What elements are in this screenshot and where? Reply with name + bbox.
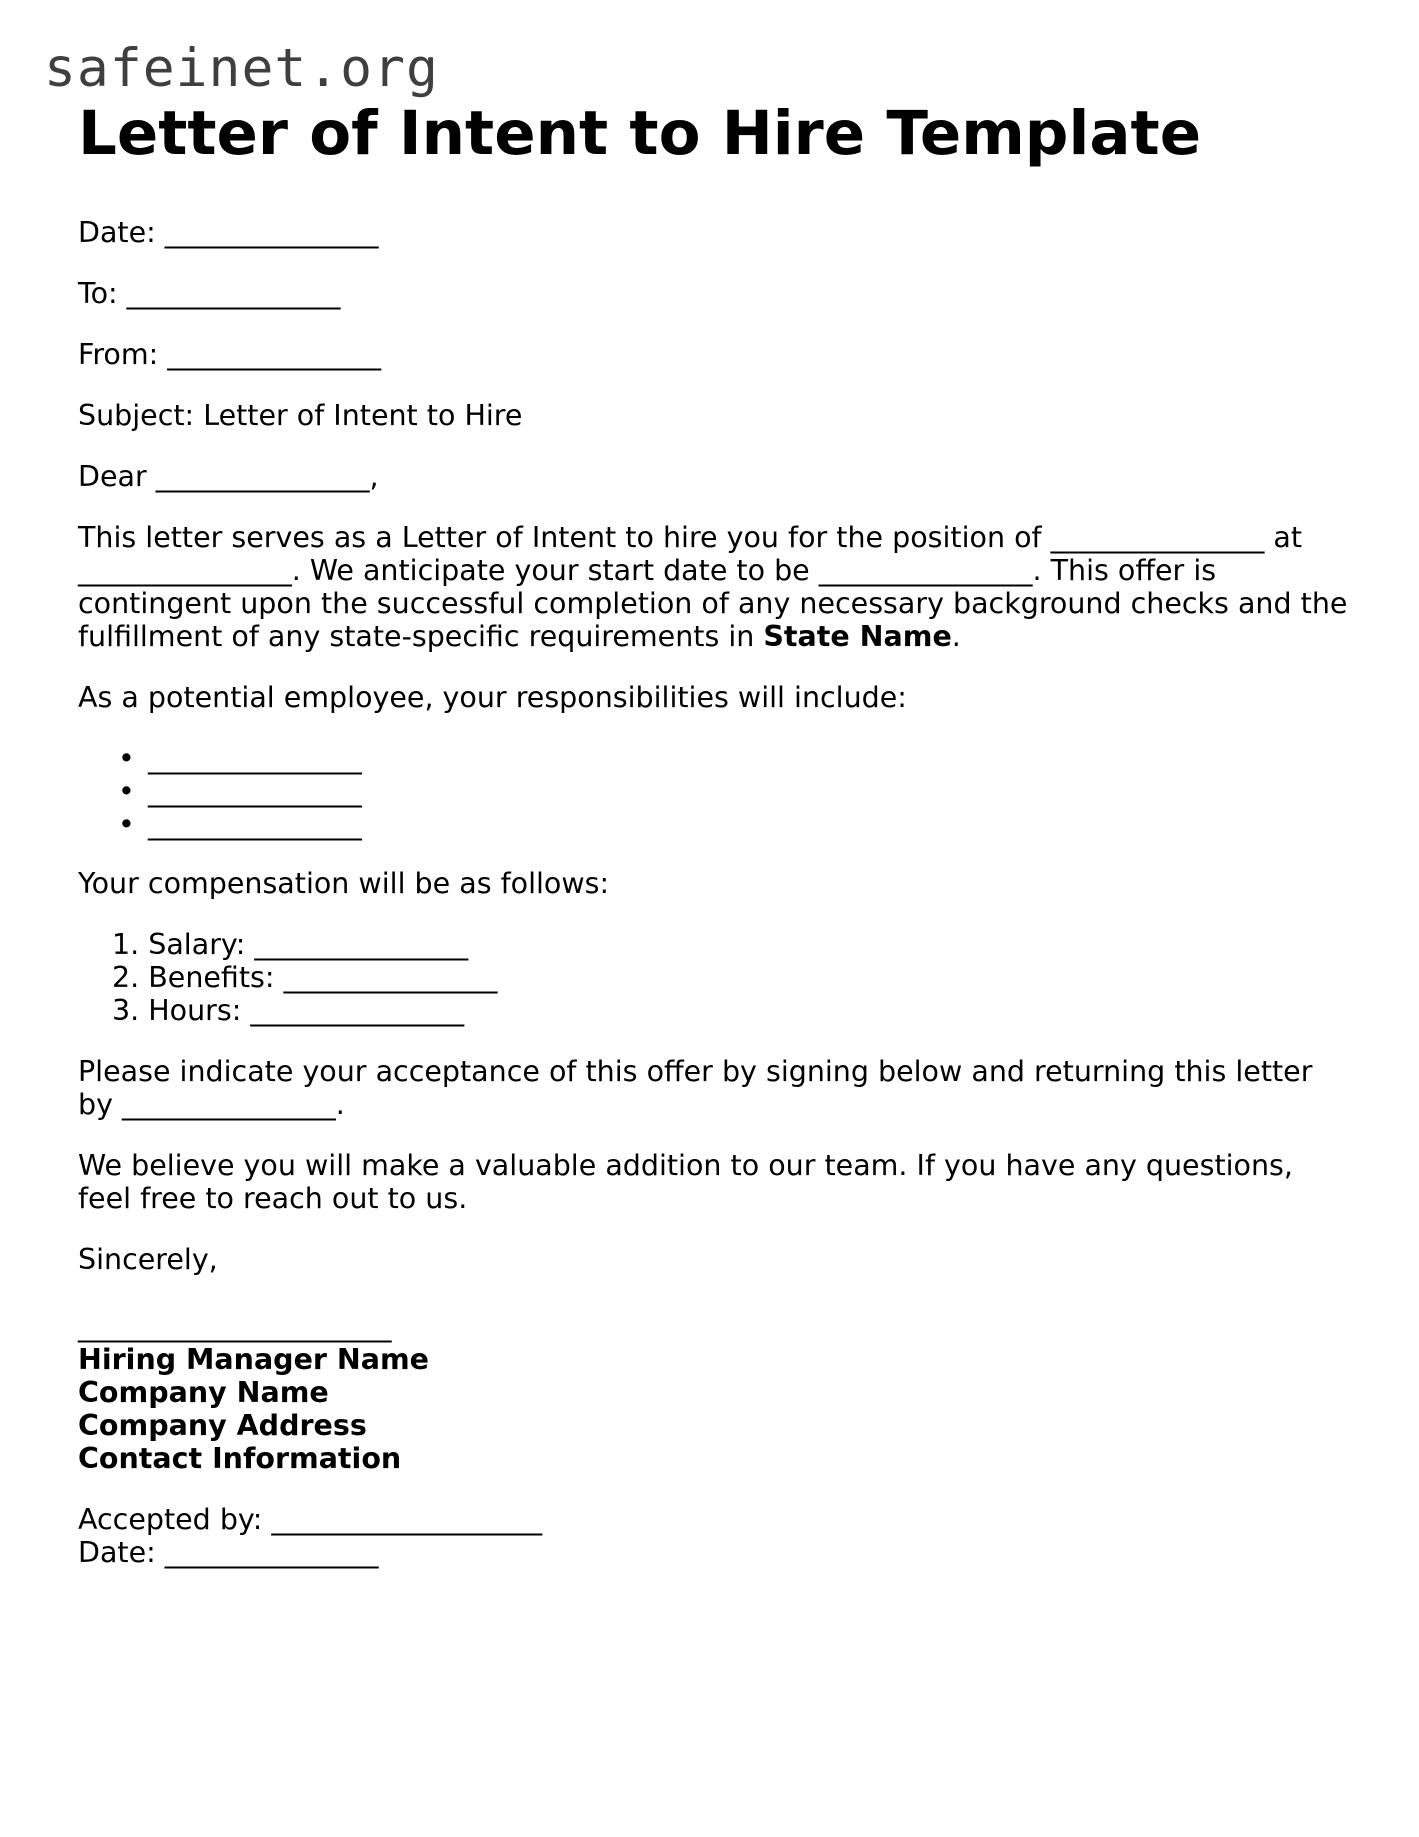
acceptance-paragraph: Please indicate your acceptance of this offer by signing below and returning this letter by _______________.: [78, 1055, 1313, 1121]
company-address: Company Address: [78, 1409, 367, 1442]
page-title: Letter of Intent to Hire Template: [78, 98, 1202, 169]
closing-paragraph: We believe you will make a valuable addition to our team. If you have any questions, feel free to reach out to us.: [78, 1149, 1293, 1215]
salutation: Dear _______________,: [78, 460, 379, 493]
sincerely: Sincerely,: [78, 1243, 218, 1276]
state-name: State Name: [763, 620, 952, 653]
compensation-heading: Your compensation will be as follows:: [78, 867, 610, 900]
hiring-manager-name: Hiring Manager Name: [78, 1343, 429, 1376]
to-field: To: _______________: [78, 277, 341, 310]
signature-block: [78, 1310, 1348, 1475]
responsibilities-heading: As a potential employee, your responsibilities will include:: [78, 681, 907, 714]
intro-paragraph: [78, 521, 1348, 653]
list-item: 2. Benefits: _______________: [112, 961, 498, 994]
list-item: 1. Salary: _______________: [112, 928, 469, 961]
responsibilities-list: [78, 742, 1348, 841]
acceptance-block: [78, 1503, 1348, 1569]
list-item: 3. Hours: _______________: [112, 994, 465, 1027]
contact-information: Contact Information: [78, 1442, 402, 1475]
intro-end: .: [951, 620, 961, 653]
intro-text: This letter serves as a Letter of Intent to hire you for the position of _______________ at _______________. We anticipate your start date to be _______________. This offer is contingent upon the successful completion of any necessary background checks and the fulfillment of any state-specific requirements in: [78, 521, 1348, 653]
from-field: From: _______________: [78, 338, 382, 371]
signature-line: ______________________: [78, 1310, 392, 1343]
subject-line: Subject: Letter of Intent to Hire: [78, 399, 523, 432]
date-field: Date: _______________: [78, 216, 379, 249]
list-item: • _______________: [118, 775, 1348, 808]
letter-document: [78, 96, 1348, 1597]
accepted-date-field: Date: _______________: [78, 1536, 379, 1569]
watermark: safeinet.org: [44, 38, 439, 99]
list-item: • _______________: [118, 742, 1348, 775]
list-item: • _______________: [118, 808, 1348, 841]
compensation-list: [78, 928, 1348, 1027]
company-name: Company Name: [78, 1376, 329, 1409]
accepted-by-field: Accepted by: ___________________: [78, 1503, 543, 1536]
